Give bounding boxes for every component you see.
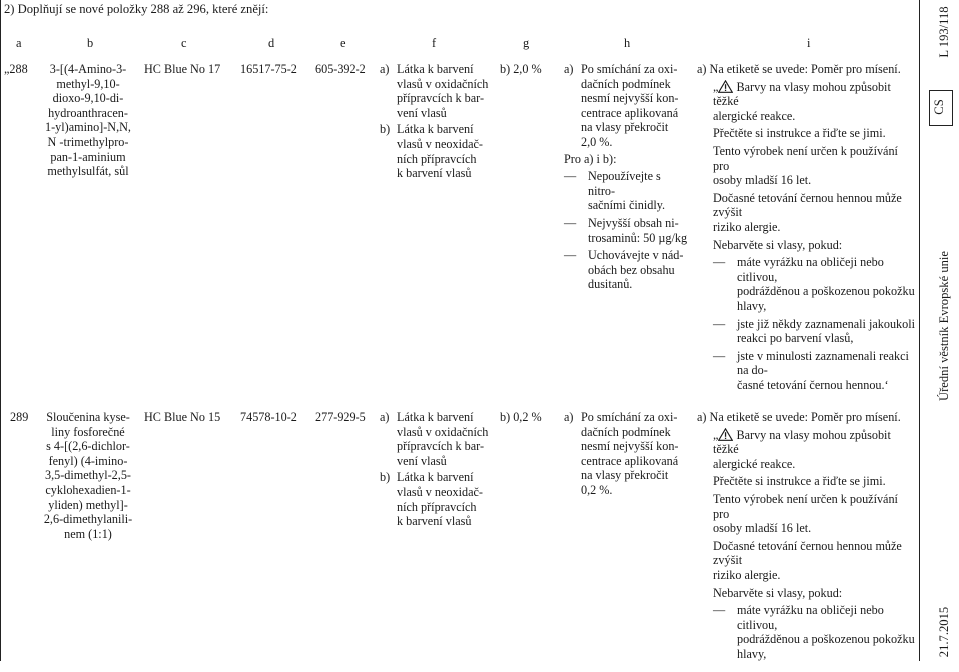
warnings: a) Na etiketě se uvede: Poměr pro mísení. „ Barvy na vlasy mohou způsobit těžké alergické reakce. Přečtěte si instrukce a řiďte se jimi. Tento výrobek není určen k používání pro osoby mladší 16 let. Dočasné tetování černou hennou může zvýšit riziko alergie. Nebarvěte si vlasy, pokud: — máte vyrážku na obličeji nebo citlivou, podrážděnou a poškozenou pokožku hlavy,: [697, 410, 915, 665]
row-number: 289: [10, 410, 29, 424]
ec-number: 605-392-2: [315, 62, 366, 76]
column-header-i: i: [807, 36, 811, 50]
intro-text: 2) Doplňují se nové položky 288 až 296, které znějí:: [4, 2, 269, 16]
language-code: CS: [932, 99, 946, 115]
inci-name: HC Blue No 15: [144, 410, 221, 424]
column-header-d: d: [268, 36, 275, 50]
publication-date: 21.7.2015: [937, 606, 951, 658]
column-header-h: h: [624, 36, 631, 50]
column-header-b: b: [87, 36, 94, 50]
substance-name: 3-[(4-Amino-3- methyl-9,10- dioxo-9,10-di- hydroanthracen- 1-yl)amino]-N,N, N -trimethylpro- pan-1-aminium methylsulfát, sůl: [45, 62, 131, 179]
max-concentration: b) 2,0 %: [500, 62, 542, 76]
rule-right: [919, 0, 920, 661]
cas-number: 16517-75-2: [240, 62, 297, 76]
product-type: a) Látka k barvení vlasů v oxidačních přípravcích k bar- vení vlasů b) Látka k barvení vlasů v neoxidač- ních přípravcích k barvení vlasů: [380, 62, 489, 181]
warnings: a) Na etiketě se uvede: Poměr pro mísení. „ Barvy na vlasy mohou způsobit těžké alergické reakce. Přečtěte si instrukce a řiďte se jimi. Tento výrobek není určen k používání pro osoby mladší 16 let. Dočasné tetování černou hennou může zvýšit riziko alergie. Nebarvěte si vlasy, pokud: — máte vyrážku na obličeji nebo citlivou, podrážděnou a poškozenou pokožku hlavy, — jste již někdy zaznamenali jakoukoli reakci po barvení vlasů, — jste v minulosti zaznamenali reakci na do- časné tetování černou hennou.‘: [697, 62, 915, 395]
other-conditions: a) Po smíchání za oxi- dačních podmínek nesmí nejvyšší kon- centrace aplikovaná na vlasy překročit 2,0 %. Pro a) i b): — Nepoužívejte s nitro- sačními činidly. — Nejvyšší obsah ni- trosaminů: 50 µg/kg — Uchovávejte v nád- obách bez obsahu dusitanů.: [564, 62, 689, 292]
column-header-f: f: [432, 36, 437, 50]
substance-name: Sloučenina kyse- liny fosforečné s 4-[(2,6-dichlor- fenyl) (4-imino- 3,5-dimethyl-2,5- cyklohexadien-1- yliden) methyl]- 2,6-dimethylanili- nem (1:1): [43, 410, 133, 541]
journal-title: Úřední věstník Evropské unie: [937, 250, 951, 402]
product-type: a) Látka k barvení vlasů v oxidačních přípravcích k bar- vení vlasů b) Látka k barvení vlasů v neoxidač- ních přípravcích k barvení vlasů: [380, 410, 489, 529]
column-header-e: e: [340, 36, 346, 50]
column-header-a: a: [16, 36, 22, 50]
inci-name: HC Blue No 17: [144, 62, 221, 76]
cas-number: 74578-10-2: [240, 410, 297, 424]
warning-triangle-icon: [718, 428, 733, 441]
page-reference: L 193/118: [937, 6, 951, 58]
ec-number: 277-929-5: [315, 410, 366, 424]
row-number: „288: [4, 62, 28, 76]
column-header-g: g: [523, 36, 530, 50]
other-conditions: a) Po smíchání za oxi- dačních podmínek nesmí nejvyšší kon- centrace aplikovaná na vlasy překročit 0,2 %.: [564, 410, 679, 497]
max-concentration: b) 0,2 %: [500, 410, 542, 424]
column-header-c: c: [181, 36, 187, 50]
warning-triangle-icon: [718, 80, 733, 93]
rule-left: [0, 0, 1, 661]
